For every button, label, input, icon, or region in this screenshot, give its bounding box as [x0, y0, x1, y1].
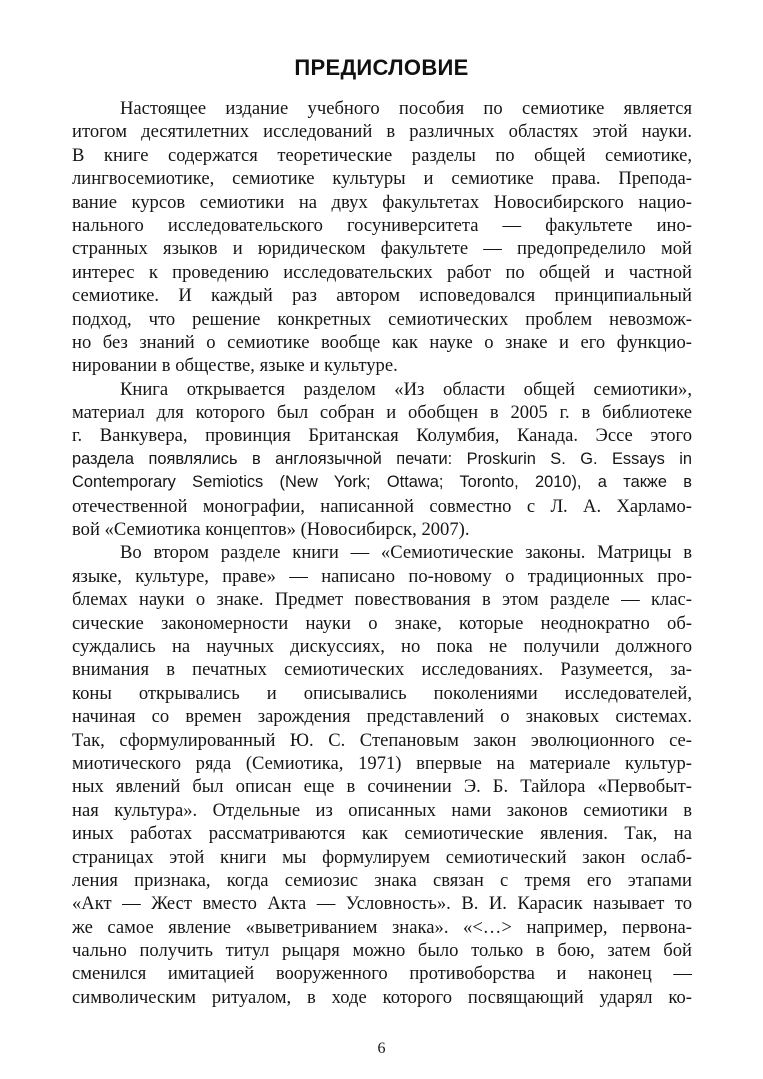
text-line: языке, культуре, праве» — написано по-новому о традиционных про- [72, 565, 692, 587]
text-line: Настоящее издание учебного пособия по семиотике является [120, 98, 692, 119]
text-line: сменился имитацией вооруженного противоборства и наконец — [72, 963, 692, 985]
text-line: подход, что решение конкретных семиотических проблем невозмож- [72, 308, 692, 330]
text-line: лингвосемиотике, семиотике культуры и семиотике права. Препода- [72, 168, 692, 190]
text-line: коны открывались и описывались поколениями исследователей, [72, 682, 692, 704]
text-line: начиная со времен зарождения представлений о знаковых системах. [72, 706, 692, 728]
text-line: блемах науки о знаке. Предмет повествования в этом разделе — клас- [72, 589, 692, 611]
text-line: Во втором разделе книги — «Семиотические законы. Матрицы в [120, 542, 692, 564]
text-line: семиотике. И каждый раз автором исповедовался принципиальный [72, 285, 692, 307]
text-line: миотического ряда (Семиотика, 1971) впервые на материале культур- [72, 752, 692, 774]
paragraph-3 [72, 541, 692, 1009]
text-line: отечественной монографии, написанной совместно с Л. А. Харламо- [72, 495, 692, 517]
text-line: сические закономерности науки о знаке, которые неоднократно об- [72, 612, 692, 634]
text-line: нировании в обществе, языке и культуре. [72, 355, 398, 377]
text-line: ных явлений был описан еще в сочинении Э. Б. Тайлора «Первобыт- [72, 776, 692, 798]
text-line: г. Ванкувера, провинция Британская Колумбия, Канада. Эссе этого [72, 425, 692, 447]
text-line: внимания в печатных семиотических исследованиях. Разумеется, за- [72, 659, 692, 681]
text-line: ления признака, когда семиозис знака связан с тремя его этапами [72, 869, 692, 891]
text-line: ная культура». Отдельные из описанных нами законов семиотики в [72, 799, 692, 821]
text-line: страницах этой книги мы формулируем семиотический закон ослаб- [72, 846, 692, 868]
text-line: Книга открывается разделом «Из области общей семиотики», [120, 378, 692, 400]
page-number: 6 [377, 1040, 386, 1057]
text-line: чально получить титул рыцаря можно было только в бою, затем бой [72, 940, 692, 962]
page-title: ПРЕДИСЛОВИЕ [294, 55, 469, 80]
text-line: нального исследовательского госуниверситета — факультете ино- [72, 214, 692, 236]
paragraph-2 [72, 378, 692, 542]
text-line: иных работах рассматриваются как семиотические явления. Так, на [72, 823, 692, 845]
text-line: странных языков и юридическом факультете — предопределило мой [72, 238, 692, 260]
body-text [72, 97, 692, 1009]
text-line: Contemporary Semiotics (New York; Ottawa; Toronto, 2010), а также в [72, 473, 692, 492]
text-line: вой «Семиотика концептов» (Новосибирск, 2007). [72, 519, 470, 541]
text-line: же самое явление «выветриванием знака». «<…> например, первона- [72, 916, 692, 938]
text-line: В книге содержатся теоретические разделы по общей семиотике, [72, 144, 692, 166]
text-line: Так, сформулированный Ю. С. Степановым закон эволюционного се- [72, 729, 692, 751]
text-line: материал для которого был собран и обобщен в 2005 г. в библиотеке [72, 402, 692, 424]
text-line: символическим ритуалом, в ходе которого посвящающий ударял ко- [72, 986, 692, 1008]
text-line: итогом десятилетних исследований в различных областях этой науки. [72, 121, 692, 143]
paragraph-1 [72, 97, 692, 378]
text-line: суждались на научных дискуссиях, но пока не получили должного [72, 635, 692, 657]
text-line: интерес к проведению исследовательских работ по общей и частной [72, 261, 692, 283]
text-line: «Акт — Жест вместо Акта — Условность». В. И. Карасик называет то [72, 893, 692, 915]
text-line: вание курсов семиотики на двух факультетах Новосибирского нацио- [72, 191, 692, 213]
text-line: но без знаний о семиотике вообще как науке о знаке и его функцио- [72, 331, 692, 353]
text-line: раздела появлялись в англоязычной печати: Proskurin S. G. Essays in [72, 449, 692, 468]
